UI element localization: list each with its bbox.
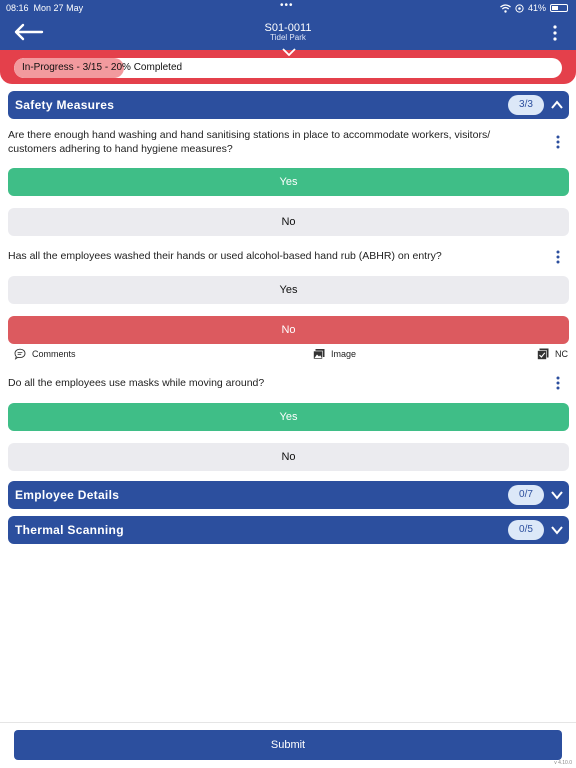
image-label: Image [331, 349, 357, 359]
progress-label: In-Progress - 3/15 - 20% Completed [22, 62, 183, 73]
image-action[interactable] [313, 348, 356, 360]
app-version: v 4.10.0 [554, 760, 572, 766]
submit-button[interactable]: Submit [14, 730, 562, 760]
page-title: S01-0011 [264, 22, 312, 34]
comment-bubble-icon [14, 348, 26, 360]
section-title: Employee Details [15, 488, 120, 502]
chevron-down-icon[interactable] [551, 489, 563, 501]
answer-no-button[interactable]: No [8, 316, 569, 344]
section-safety-measures[interactable] [8, 91, 569, 119]
section-count-badge: 0/5 [508, 520, 544, 540]
nc-flag-icon [537, 348, 549, 360]
question-text: Has all the employees washed their hands or used alcohol-based hand rub (ABHR) on entry? [8, 250, 442, 262]
battery-percent: 41% [527, 3, 546, 13]
location-icon [515, 4, 524, 13]
status-indicators [500, 3, 568, 13]
section-thermal-scanning[interactable] [8, 516, 569, 544]
section-title: Thermal Scanning [15, 523, 124, 537]
comments-label: Comments [32, 349, 76, 359]
answer-yes-button[interactable]: Yes [8, 168, 569, 196]
question-menu-icon[interactable] [555, 376, 561, 390]
page-subtitle: Tidel Park [270, 33, 306, 42]
section-employee-details[interactable] [8, 481, 569, 509]
chevron-up-icon[interactable] [551, 99, 563, 111]
comments-action[interactable] [14, 348, 76, 360]
header-bar [0, 16, 576, 50]
question-menu-icon[interactable] [555, 250, 561, 264]
section-count-badge: 3/3 [508, 95, 544, 115]
status-time: 08:16 Mon 27 May [6, 3, 84, 13]
chevron-down-icon[interactable] [551, 524, 563, 536]
multitask-dots-icon: ••• [280, 0, 294, 11]
answer-yes-button[interactable]: Yes [8, 403, 569, 431]
status-bar [0, 0, 576, 16]
chevron-down-icon[interactable] [282, 48, 296, 56]
question-menu-icon[interactable] [555, 135, 561, 149]
footer-divider [0, 722, 576, 723]
question-text: Do all the employees use masks while moving around? [8, 377, 265, 389]
battery-icon [550, 4, 568, 12]
question-actions [8, 348, 569, 364]
answer-no-button[interactable]: No [8, 208, 569, 236]
progress-bar [14, 58, 562, 78]
answer-no-button[interactable]: No [8, 443, 569, 471]
nc-label: NC [555, 349, 568, 359]
section-title: Safety Measures [15, 98, 115, 112]
kebab-menu-icon[interactable] [552, 25, 558, 41]
answer-yes-button[interactable]: Yes [8, 276, 569, 304]
wifi-icon [500, 4, 511, 13]
image-gallery-icon [313, 348, 325, 360]
question-text: Are there enough hand washing and hand sanitising stations in place to accommodate workers, visitors/ customers adhering to hand hygiene measures? [8, 129, 491, 155]
nc-action[interactable] [537, 348, 568, 360]
section-count-badge: 0/7 [508, 485, 544, 505]
